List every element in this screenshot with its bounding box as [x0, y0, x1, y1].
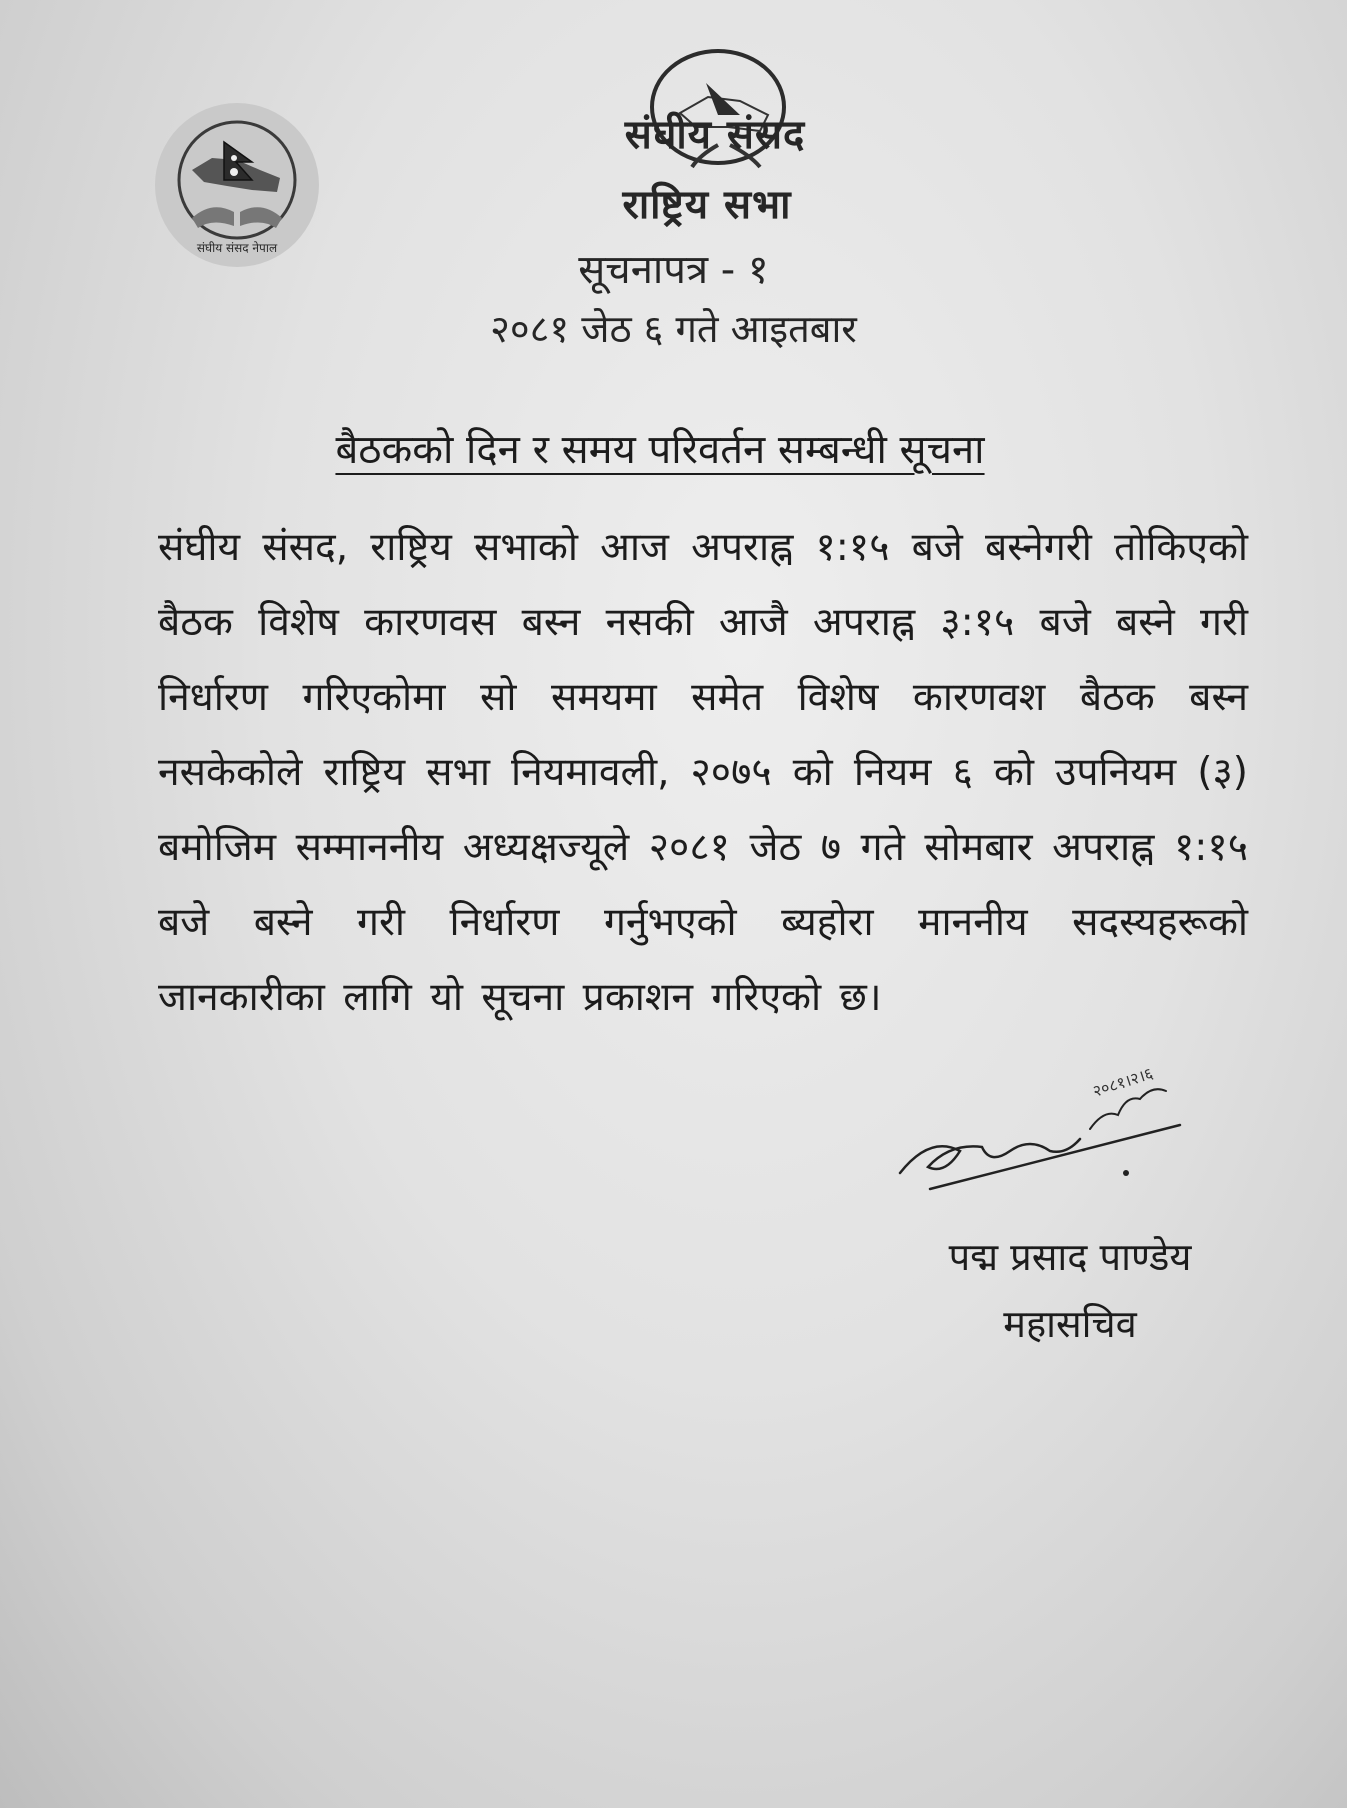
notice-date: २०८१ जेठ ६ गते आइतबार	[490, 307, 857, 351]
signatory-title: महासचिव	[1003, 1302, 1137, 1346]
handwritten-signature	[890, 1055, 1190, 1215]
signatory-name: पद्म प्रसाद पाण्डेय	[948, 1235, 1192, 1279]
notice-body: संघीय संसद, राष्ट्रिय सभाको आज अपराह्न १:१५ बजे बस्नेगरी तोकिएको बैठक विशेष कारणवस बस्न नसकी आजै अपराह्न ३:१५ बजे बस्ने गरी निर्धारण गरिएकोमा सो समयमा समेत विशेष कारणवश बैठक बस्न नसकेकोले राष्ट्रिय सभा नियमावली, २०७५ को नियम ६ को उपनियम (३) बमोजिम सम्माननीय अध्यक्षज्यूले २०८१ जेठ ७ गते सोमबार अपराह्न १:१५ बजे बस्ने गरी निर्धारण गर्नुभएको ब्यहोरा माननीय सदस्यहरूको जानकारीका लागि यो सूचना प्रकाशन गरिएको छ।	[158, 525, 1248, 1020]
notice-heading	[160, 420, 1160, 475]
signature-icon	[890, 1055, 1190, 1215]
stamp-text-federal-parliament: संघीय संसद	[624, 111, 806, 158]
stamp-text-national-assembly: राष्ट्रिय सभा	[622, 181, 792, 228]
notice-number: सूचनापत्र - १	[578, 247, 769, 293]
rastriya-sabha-stamp	[600, 35, 830, 230]
notice-heading-text: बैठकको दिन र समय परिवर्तन सम्बन्धी सूचना	[335, 427, 985, 473]
signature-date-annotation: २०८१।२।६	[1090, 1063, 1156, 1101]
svg-text:संघीय संसद नेपाल: संघीय संसद नेपाल	[196, 241, 278, 255]
